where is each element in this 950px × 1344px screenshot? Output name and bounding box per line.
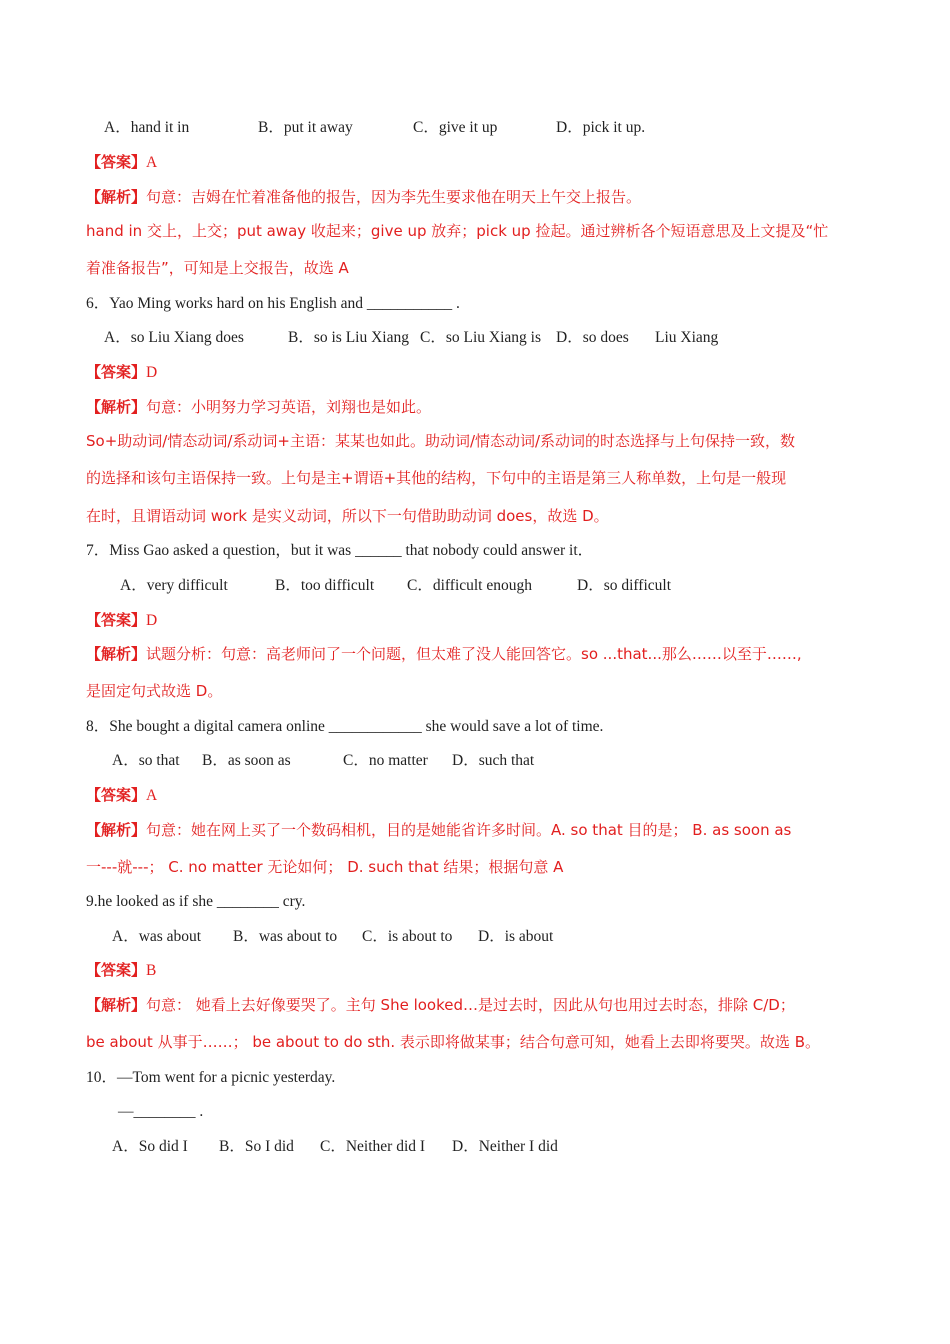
analysis-tag: 【解析】 — [86, 188, 147, 206]
q6-analysis-line-3: 的选择和该句主语保持一致。上句是主+谓语+其他的结构，下句中的主语是第三人称单数，上句是一般现 — [86, 469, 787, 487]
q6-answer — [86, 361, 157, 384]
option-b: B．So I did — [219, 1138, 294, 1155]
q5-answer — [86, 151, 157, 174]
option-b: B．so is Liu Xiang — [288, 329, 409, 346]
answer-tag: 【答案】 — [86, 153, 147, 171]
q10-reply: —________ . — [118, 1103, 204, 1120]
answer-value: A — [146, 787, 158, 804]
analysis-tag: 【解析】 — [86, 398, 147, 416]
option-d: D．so difficult — [577, 577, 671, 594]
option-a: A．very difficult — [120, 577, 228, 594]
analysis-tag: 【解析】 — [86, 996, 147, 1014]
q9-stem: 9.he looked as if she ________ cry. — [86, 893, 306, 910]
option-c: C．is about to — [362, 928, 453, 945]
option-d-cont: Liu Xiang — [655, 329, 719, 346]
q5-analysis-line-1 — [86, 186, 641, 209]
q6-analysis-line-1 — [86, 396, 431, 419]
option-b: B．was about to — [233, 928, 338, 945]
option-d: D．is about — [478, 928, 554, 945]
option-a: A．So did I — [112, 1138, 188, 1155]
q8-answer — [86, 784, 157, 807]
analysis-text: 试题分析：句意：高老师问了一个问题，但太难了没人能回答它。so ...that...那么……以至于……, — [146, 645, 802, 663]
answer-tag: 【答案】 — [86, 363, 147, 381]
option-c: C．so Liu Xiang is — [420, 329, 541, 346]
option-d: D．so does — [556, 329, 629, 346]
q7-analysis-line-2: 是固定句式故选 D。 — [86, 682, 223, 700]
answer-value: A — [146, 154, 158, 171]
analysis-tag: 【解析】 — [86, 821, 147, 839]
q9-analysis-line-1 — [86, 994, 795, 1017]
option-c: C．Neither did I — [320, 1138, 426, 1155]
option-c: C．difficult enough — [407, 577, 532, 594]
option-a: A．was about — [112, 928, 202, 945]
q7-stem: 7．Miss Gao asked a question，but it was ______ that nobody could answer it． — [86, 542, 594, 559]
q10-stem: 10．—Tom went for a picnic yesterday. — [86, 1069, 336, 1086]
answer-tag: 【答案】 — [86, 961, 147, 979]
option-a: A．so Liu Xiang does — [104, 329, 244, 346]
q5-analysis-line-2: hand in 交上，上交；put away 收起来；give up 放弃；pick up 捡起。通过辨析各个短语意思及上文提及“忙 — [86, 222, 829, 240]
option-b: B．put it away — [258, 119, 353, 136]
answer-value: D — [146, 364, 158, 381]
option-b: B．as soon as — [202, 752, 291, 769]
answer-value: D — [146, 612, 158, 629]
option-d: D．such that — [452, 752, 535, 769]
analysis-text: 句意：吉姆在忙着准备他的报告，因为李先生要求他在明天上午交上报告。 — [146, 188, 642, 206]
analysis-text: 句意：她在网上买了一个数码相机，目的是她能省许多时间。A. so that 目的是； B. as soon as — [146, 821, 792, 839]
answer-tag: 【答案】 — [86, 611, 147, 629]
option-b: B．too difficult — [275, 577, 375, 594]
q6-stem: 6．Yao Ming works hard on his English and ___________ . — [86, 295, 460, 312]
option-d: D．pick it up. — [556, 119, 646, 136]
q9-answer — [86, 959, 156, 982]
q7-answer — [86, 609, 157, 632]
answer-value: B — [146, 962, 157, 979]
q6-analysis-line-2: So+助动词/情态动词/系动词+主语：某某也如此。助动词/情态动词/系动词的时态选择与上句保持一致，数 — [86, 432, 796, 450]
q9-analysis-line-2: be about 从事于……； be about to do sth. 表示即将做某事；结合句意可知，她看上去即将要哭。故选 B。 — [86, 1033, 820, 1051]
q8-analysis-line-1 — [86, 819, 791, 842]
option-c: C．no matter — [343, 752, 428, 769]
analysis-text: 句意：小明努力学习英语，刘翔也是如此。 — [146, 398, 432, 416]
q8-analysis-line-2: 一---就---； C. no matter 无论如何； D. such that 结果；根据句意 A — [86, 858, 564, 876]
option-a: A．so that — [112, 752, 180, 769]
q6-analysis-line-4: 在时，且谓语动词 work 是实义动词，所以下一句借助助动词 does，故选 D。 — [86, 507, 609, 525]
q5-analysis-line-3: 着准备报告”，可知是上交报告，故选 A — [86, 259, 349, 277]
option-c: C．give it up — [413, 119, 498, 136]
q7-analysis-line-1 — [86, 643, 802, 666]
q8-stem: 8．She bought a digital camera online ____________ she would save a lot of time. — [86, 718, 604, 735]
answer-tag: 【答案】 — [86, 786, 147, 804]
option-a: A．hand it in — [104, 119, 190, 136]
analysis-text: 句意： 她看上去好像要哭了。主句 She looked…是过去时，因此从句也用过去时态，排除 C/D； — [146, 996, 795, 1014]
option-d: D．Neither I did — [452, 1138, 558, 1155]
analysis-tag: 【解析】 — [86, 645, 147, 663]
